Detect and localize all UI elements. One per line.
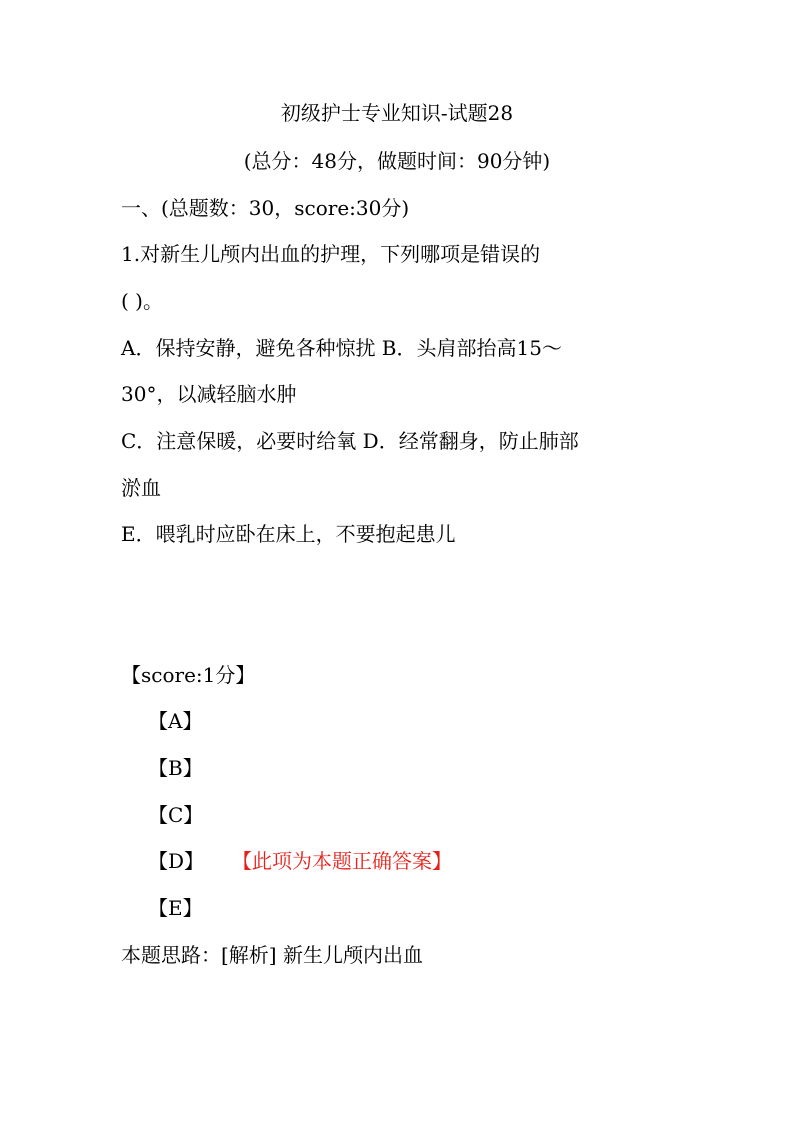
question-stem-line-1: 1.对新生儿颅内出血的护理，下列哪项是错误的 — [121, 242, 541, 266]
question-stem-line-2: ( )。 — [121, 289, 163, 313]
section-heading: 一、(总题数：30，score:30分) — [121, 196, 410, 220]
page-title: 初级护士专业知识-试题28 — [280, 101, 514, 125]
choice-a: 【A】 — [148, 709, 203, 733]
score-label: 【score:1分】 — [121, 663, 256, 687]
choice-b: 【B】 — [148, 756, 203, 780]
question-options-line-2: 30°，以减轻脑水肿 — [121, 382, 297, 406]
question-options-line-1: A．保持安静，避免各种惊扰 B．头肩部抬高15～ — [121, 336, 562, 360]
choice-d: 【D】 — [148, 849, 205, 873]
explanation-text: 本题思路：[解析] 新生儿颅内出血 — [121, 943, 423, 967]
question-options-line-4: 淤血 — [121, 476, 161, 500]
choice-c: 【C】 — [148, 803, 204, 827]
question-options-line-5: E．喂乳时应卧在床上，不要抱起患儿 — [121, 522, 456, 546]
choice-e: 【E】 — [148, 896, 203, 920]
correct-answer-note: 【此项为本题正确答案】 — [232, 849, 452, 873]
page-subtitle: (总分：48分，做题时间：90分钟) — [243, 149, 551, 173]
question-options-line-3: C．注意保暖，必要时给氧 D．经常翻身，防止肺部 — [121, 429, 579, 453]
